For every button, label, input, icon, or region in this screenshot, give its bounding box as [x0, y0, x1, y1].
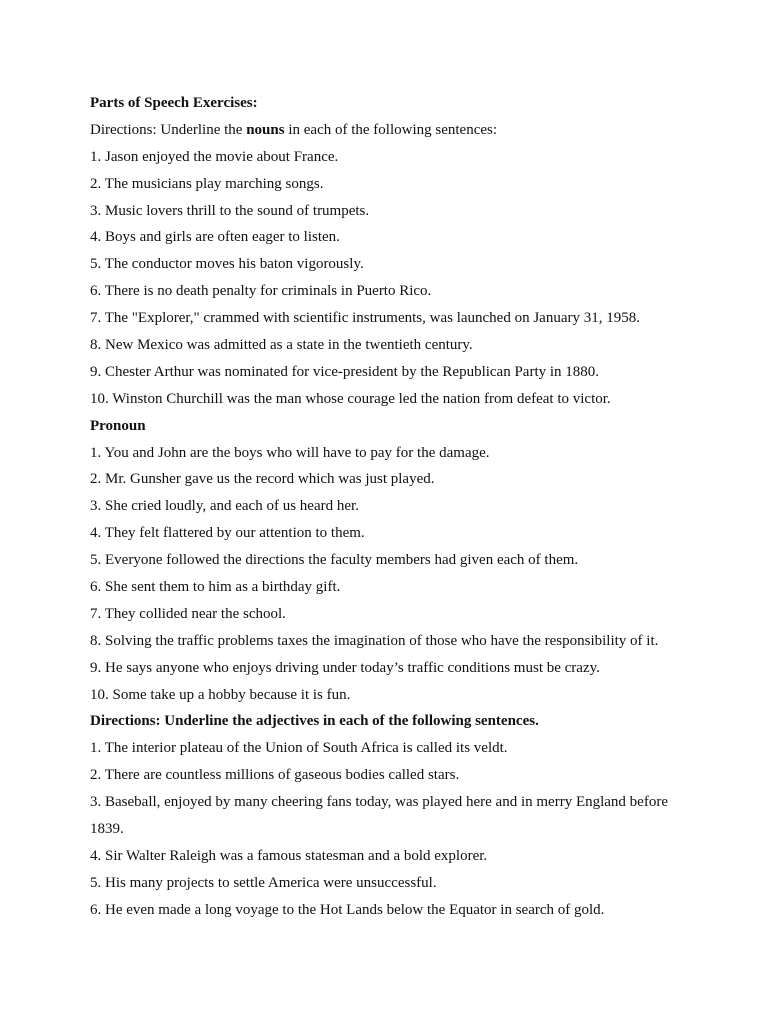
nouns-directions-prefix: Directions: Underline the	[90, 121, 247, 138]
nouns-item: 9. Chester Arthur was nominated for vice-president by the Republican Party in 1880.	[90, 363, 600, 380]
nouns-item: 5. The conductor moves his baton vigorously.	[90, 256, 364, 273]
nouns-item: 2. The musicians play marching songs.	[90, 175, 324, 192]
pronoun-item: 7. They collided near the school.	[90, 605, 286, 622]
nouns-item: 8. New Mexico was admitted as a state in the twentieth century.	[90, 337, 473, 354]
adjectives-directions: Directions: Underline the adjectives in each of the following sentences.	[90, 713, 539, 730]
nouns-item: 7. The "Explorer," crammed with scientific instruments, was launched on January 31, 1958.	[90, 310, 640, 327]
nouns-item: 1. Jason enjoyed the movie about France.	[90, 148, 339, 165]
pronoun-item: 1. You and John are the boys who will have to pay for the damage.	[90, 444, 490, 461]
adjectives-item: 1. The interior plateau of the Union of South Africa is called its veldt.	[90, 740, 508, 757]
adjectives-item: 2. There are countless millions of gaseous bodies called stars.	[90, 767, 460, 784]
pronoun-item: 5. Everyone followed the directions the faculty members had given each of them.	[90, 552, 579, 569]
pronoun-item: 4. They felt flattered by our attention to them.	[90, 525, 365, 542]
document-page	[90, 90, 690, 924]
nouns-item: 3. Music lovers thrill to the sound of trumpets.	[90, 202, 370, 219]
adjectives-item: 5. His many projects to settle America were unsuccessful.	[90, 874, 437, 891]
pronoun-item: 8. Solving the traffic problems taxes the imagination of those who have the responsibility of it.	[90, 632, 659, 649]
adjectives-item: 3. Baseball, enjoyed by many cheering fans today, was played here and in merry England before 1839.	[90, 794, 668, 838]
adjectives-item: 6. He even made a long voyage to the Hot Lands below the Equator in search of gold.	[90, 901, 605, 918]
document-title: Parts of Speech Exercises:	[90, 95, 258, 111]
pronoun-item: 2. Mr. Gunsher gave us the record which was just played.	[90, 471, 435, 488]
nouns-item: 6. There is no death penalty for criminals in Puerto Rico.	[90, 283, 432, 300]
pronoun-heading: Pronoun	[90, 417, 146, 434]
pronoun-item: 3. She cried loudly, and each of us heard her.	[90, 498, 359, 515]
pronoun-item: 9. He says anyone who enjoys driving under today’s traffic conditions must be crazy.	[90, 659, 600, 676]
nouns-directions-keyword: nouns	[246, 121, 285, 138]
pronoun-item: 6. She sent them to him as a birthday gift.	[90, 579, 341, 596]
pronoun-item: 10. Some take up a hobby because it is fun.	[90, 686, 351, 703]
nouns-directions	[90, 117, 690, 144]
nouns-item: 4. Boys and girls are often eager to listen.	[90, 229, 340, 246]
nouns-item: 10. Winston Churchill was the man whose courage led the nation from defeat to victor.	[90, 390, 611, 407]
nouns-directions-suffix: in each of the following sentences:	[284, 121, 498, 138]
adjectives-item: 4. Sir Walter Raleigh was a famous statesman and a bold explorer.	[90, 847, 488, 864]
